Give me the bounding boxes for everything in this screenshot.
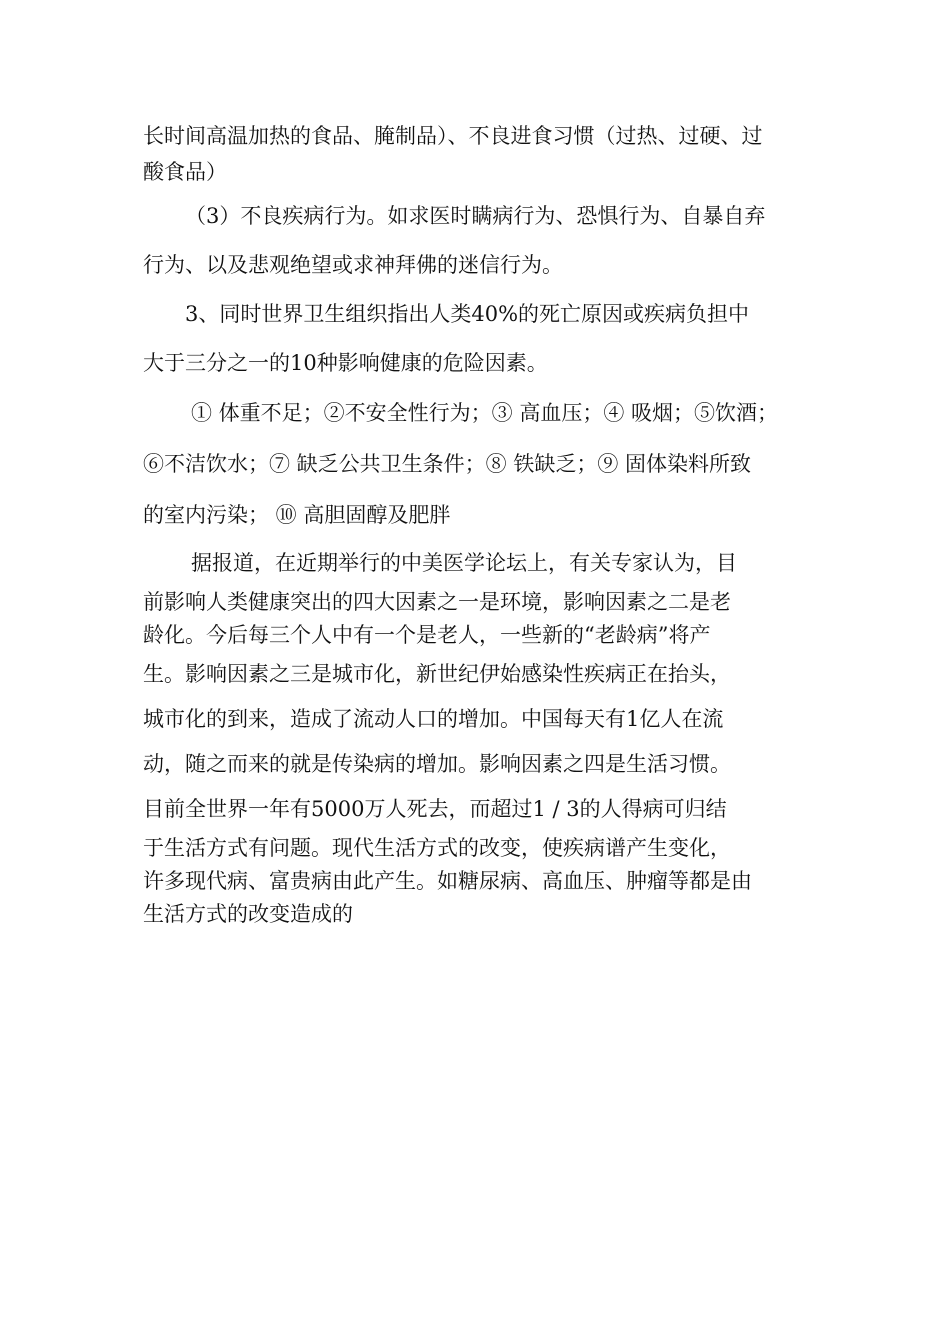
paragraph-food-habits bbox=[143, 118, 808, 190]
text-line: 于生活方式有问题。现代生活方式的改变，使疾病谱产生变化， bbox=[143, 836, 731, 860]
text-line: 长时间高温加热的食品、腌制品）、不良进食习惯（过热、过硬、过 bbox=[143, 124, 763, 148]
text-line: 目前全世界一年有5000万人死去，而超过1 / 3的人得病可归结 bbox=[143, 797, 727, 821]
text-line: 动，随之而来的就是传染病的增加。影响因素之四是生活习惯。 bbox=[143, 752, 731, 776]
text-line: 大于三分之一的10种影响健康的危险因素。 bbox=[143, 351, 548, 375]
text-line: 行为、以及悲观绝望或求神拜佛的迷信行为。 bbox=[143, 253, 563, 277]
text-line: 生。影响因素之三是城市化，新世纪伊始感染性疾病正在抬头， bbox=[143, 662, 731, 686]
text-line: 许多现代病、富贵病由此产生。如糖尿病、高血压、肿瘤等都是由 bbox=[143, 869, 752, 893]
text-line: 酸食品） bbox=[143, 160, 227, 184]
text-line: 龄化。今后每三个人中有一个是老人，一些新的“老龄病”将产 bbox=[143, 623, 711, 647]
text-line: 前影响人类健康突出的四大因素之一是环境，影响因素之二是老 bbox=[143, 590, 731, 614]
paragraph-risk-factor-list bbox=[143, 388, 808, 541]
text-line: 的室内污染； ⑩ 高胆固醇及肥胖 bbox=[143, 503, 451, 527]
text-line: ① 体重不足；②不安全性行为；③ 高血压；④ 吸烟；⑤饮酒； bbox=[191, 401, 779, 425]
text-line: （3）不良疾病行为。如求医时瞒病行为、恐惧行为、自暴自弃 bbox=[185, 204, 766, 228]
text-line: 城市化的到来，造成了流动人口的增加。中国每天有1亿人在流 bbox=[143, 707, 724, 731]
paragraph-forum-report bbox=[143, 541, 808, 931]
document-body bbox=[143, 118, 808, 931]
text-line: 生活方式的改变造成的 bbox=[143, 902, 353, 926]
paragraph-who-risk-factors bbox=[143, 290, 808, 388]
text-line: ⑥不洁饮水；⑦ 缺乏公共卫生条件；⑧ 铁缺乏；⑨ 固体染料所致 bbox=[143, 452, 752, 476]
text-line: 3、同时世界卫生组织指出人类40%的死亡原因或疾病负担中 bbox=[185, 302, 750, 326]
text-line: 据报道，在近期举行的中美医学论坛上，有关专家认为，目 bbox=[191, 551, 737, 575]
paragraph-disease-behavior bbox=[143, 192, 808, 290]
